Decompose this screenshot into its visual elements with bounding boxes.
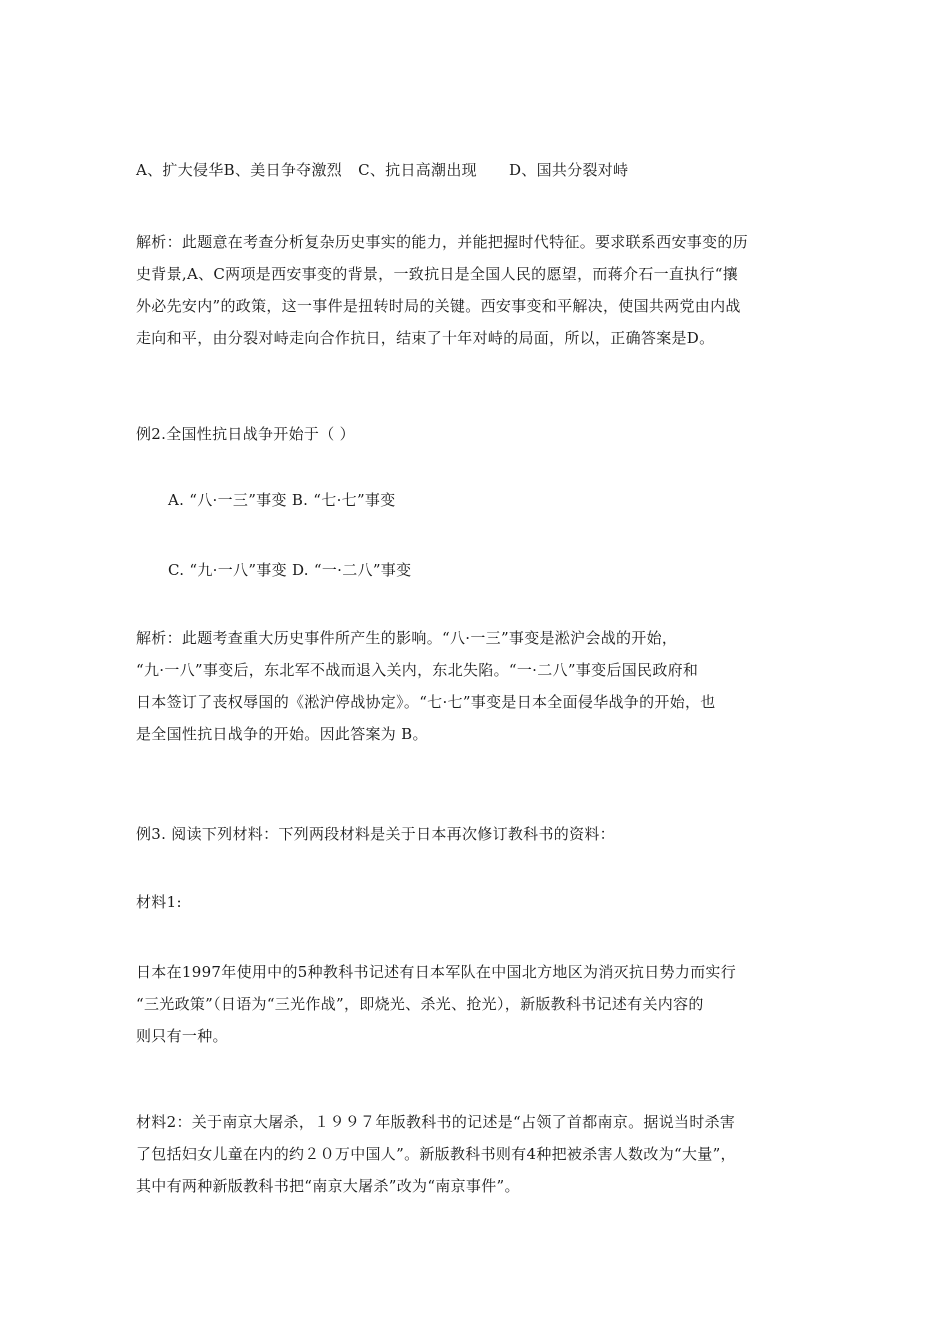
material1-line: 则只有一种。 xyxy=(136,1027,228,1045)
q2-options-text: A. “八·一三”事变 B. “七·七”事变 xyxy=(168,491,396,509)
material2-line: 其中有两种新版教科书把“南京大屠杀”改为“南京事件”。 xyxy=(136,1177,520,1195)
q1-analysis-line: 史背景,A、C两项是西安事变的背景，一致抗日是全国人民的愿望，而蒋介石一直执行“攘 xyxy=(136,265,739,283)
q1-analysis-line: 走向和平，由分裂对峙走向合作抗日，结束了十年对峙的局面，所以，正确答案是D。 xyxy=(136,329,715,347)
material1-body xyxy=(136,956,826,1052)
material1-label-text: 材料1: xyxy=(136,893,182,911)
q3-question xyxy=(136,818,826,850)
material2-line: 材料2：关于南京大屠杀，１９９７年版教科书的记述是“占领了首都南京。据说当时杀害 xyxy=(136,1113,736,1131)
material2-line: 了包括妇女儿童在内的约２０万中国人”。新版教科书则有4种把被杀害人数改为“大量”， xyxy=(136,1145,736,1163)
q2-analysis-line: 是全国性抗日战争的开始。因此答案为 B。 xyxy=(136,725,428,743)
material1-line: 日本在1997年使用中的5种教科书记述有日本军队在中国北方地区为消灭抗日势力而实行 xyxy=(136,963,737,981)
q2-analysis xyxy=(136,622,826,750)
q2-analysis-line: 解析：此题考查重大历史事件所产生的影响。“八·一三”事变是淞沪会战的开始， xyxy=(136,629,678,647)
q2-question-text: 例2.全国性抗日战争开始于（ ） xyxy=(136,425,355,443)
q1-options xyxy=(136,154,826,186)
q3-question-text: 例3. 阅读下列材料：下列两段材料是关于日本再次修订教科书的资料： xyxy=(136,825,615,843)
q2-options-row-2 xyxy=(168,554,858,586)
material2-body xyxy=(136,1106,826,1202)
q2-analysis-line: “九·一八”事变后，东北军不战而退入关内，东北失陷。“一·二八”事变后国民政府和 xyxy=(136,661,699,679)
q2-options-row-1 xyxy=(168,484,858,516)
q2-analysis-line: 日本签订了丧权辱国的《淞沪停战协定》。“七·七”事变是日本全面侵华战争的开始，也 xyxy=(136,693,716,711)
material1-line: “三光政策”（日语为“三光作战”，即烧光、杀光、抢光），新版教科书记述有关内容的 xyxy=(136,995,704,1013)
q1-analysis-line: 解析：此题意在考查分析复杂历史事实的能力，并能把握时代特征。要求联系西安事变的历 xyxy=(136,233,749,251)
q1-option-d: D、国共分裂对峙 xyxy=(508,161,629,179)
q1-analysis xyxy=(136,226,826,354)
q2-question xyxy=(136,418,826,450)
q1-option-b: B、美日争夺激烈 xyxy=(223,161,343,179)
q1-option-c: C、抗日高潮出现 xyxy=(358,161,477,179)
q1-analysis-line: 外必先安内”的政策，这一事件是扭转时局的关键。西安事变和平解决，使国共两党由内战 xyxy=(136,297,741,315)
material1-label xyxy=(136,886,826,918)
q2-options-text: C. “九·一八”事变 D. “一·二八”事变 xyxy=(168,561,412,579)
q1-option-a: A、扩大侵华 xyxy=(136,161,224,179)
